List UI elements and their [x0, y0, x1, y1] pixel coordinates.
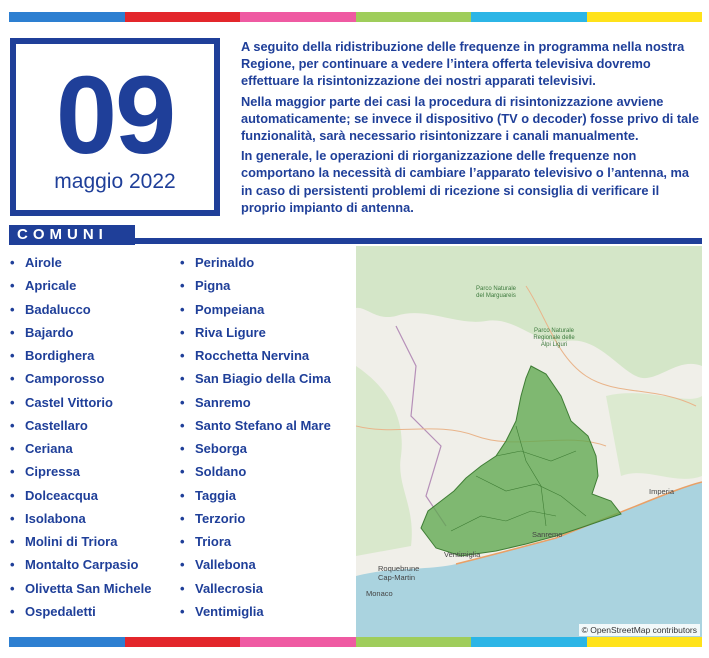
color-stripe-top [9, 12, 702, 22]
bullet-icon: • [180, 371, 185, 387]
comune-item [180, 462, 331, 485]
comuni-header [9, 225, 702, 245]
comune-name: Sanremo [195, 394, 251, 410]
bullet-icon: • [180, 534, 185, 549]
bullet-icon: • [180, 417, 185, 433]
comune-item [10, 253, 151, 276]
comune-item [180, 439, 331, 462]
comune-name: Terzorio [195, 510, 246, 526]
comune-item [10, 300, 151, 323]
comune-item [180, 555, 331, 578]
comune-name: Apricale [25, 278, 77, 294]
comune-item [180, 393, 331, 416]
map-label-monaco: Monaco [366, 589, 393, 598]
comune-name: Rocchetta Nervina [195, 348, 310, 363]
bullet-icon: • [10, 603, 15, 619]
comune-name: Perinaldo [195, 255, 255, 270]
comune-name: Olivetta San Michele [25, 580, 152, 596]
comune-item [180, 486, 331, 509]
comune-item [180, 369, 331, 392]
map-label-sanremo: Sanremo [532, 530, 563, 539]
date-month-year: maggio 2022 [54, 170, 176, 193]
stripe-segment [9, 12, 125, 22]
intro-paragraph: A seguito della ridistribuzione delle frequenze in programma nella nostra Regione, per continuare a vedere l’intera offerta televisiva dovremo effettuare la risintonizzazione dei nostri apparati televisivi. [241, 39, 685, 89]
bullet-icon: • [180, 557, 185, 573]
bullet-icon: • [10, 301, 15, 317]
bullet-icon: • [10, 441, 15, 456]
bullet-icon: • [180, 348, 185, 363]
stripe-segment [471, 637, 587, 647]
comune-name: Isolabona [25, 510, 86, 526]
map-label-parco-alpi-liguri: Parco Naturale Regionale delle Alpi Liguri [533, 328, 575, 348]
comune-item [180, 276, 331, 299]
map-label-parco-marguareis: Parco Naturale del Marguareis [475, 286, 517, 299]
comune-item [10, 369, 151, 392]
header-rule [127, 238, 702, 244]
bullet-icon: • [10, 487, 15, 503]
bullet-icon: • [10, 510, 15, 526]
stripe-segment [587, 12, 703, 22]
color-stripe-bottom [9, 637, 702, 647]
bullet-icon: • [10, 324, 15, 340]
comune-name: Bordighera [25, 348, 95, 363]
bullet-icon: • [180, 464, 185, 480]
bullet-icon: • [180, 441, 185, 456]
comune-item [180, 253, 331, 276]
comune-item [10, 439, 151, 462]
comune-item [10, 509, 151, 532]
comune-name: Airole [25, 255, 62, 270]
bullet-icon: • [180, 487, 185, 503]
comune-name: Camporosso [25, 371, 105, 387]
comune-item [180, 346, 331, 369]
stripe-segment [356, 12, 472, 22]
comune-name: Seborga [195, 441, 248, 456]
stripe-segment [240, 637, 356, 647]
comune-name: San Biagio della Cima [195, 371, 331, 387]
comune-name: Taggia [195, 487, 236, 503]
date-box [10, 38, 220, 216]
comune-item [10, 462, 151, 485]
comuni-title: COMUNI [9, 225, 135, 245]
bullet-icon: • [180, 510, 185, 526]
date-day: 09 [55, 54, 175, 177]
comune-name: Castel Vittorio [25, 394, 113, 410]
comune-name: Pompeiana [195, 301, 265, 317]
comune-item [10, 555, 151, 578]
intro-paragraph: In generale, le operazioni di riorganizzazione delle frequenze non comportano la necessità di cambiare l’apparato televisivo o l’antenna, ma in caso di persistenti problemi di ricezione si consiglia di verificare il proprio impianto di antenna. [241, 148, 690, 215]
comune-item [10, 416, 151, 439]
comune-name: Molini di Triora [25, 534, 118, 549]
comune-item [10, 532, 151, 555]
comune-name: Riva Ligure [195, 324, 266, 340]
stripe-segment [125, 637, 241, 647]
comune-item [180, 509, 331, 532]
comune-name: Montalto Carpasio [25, 557, 139, 573]
stripe-segment [9, 637, 125, 647]
bullet-icon: • [10, 557, 15, 573]
comune-name: Dolceacqua [25, 487, 98, 503]
comune-name: Ventimiglia [195, 603, 264, 619]
comune-item [10, 393, 151, 416]
intro-text [241, 38, 703, 219]
map-label-ventimiglia: Ventimiglia [444, 550, 481, 559]
stripe-segment [356, 637, 472, 647]
comune-name: Vallebona [195, 557, 256, 573]
map[interactable] [356, 246, 702, 637]
comune-name: Cipressa [25, 464, 80, 480]
comune-name: Badalucco [25, 301, 91, 317]
map-label-imperia: Imperia [649, 487, 675, 496]
bullet-icon: • [10, 371, 15, 387]
comune-name: Santo Stefano al Mare [195, 417, 331, 433]
comune-name: Soldano [195, 464, 247, 480]
stripe-segment [587, 637, 703, 647]
bullet-icon: • [180, 324, 185, 340]
comune-item [10, 602, 151, 625]
bullet-icon: • [10, 394, 15, 410]
comune-name: Vallecrosia [195, 580, 263, 596]
comune-name: Triora [195, 534, 232, 549]
comuni-list-column-1 [10, 253, 151, 625]
intro-paragraph: Nella maggior parte dei casi la procedura di risintonizzazione avviene automaticamente; se invece il dispositivo (TV o decoder) fosse privo di tale funzionalità, sarà necessario risintonizzare i canali manualmente. [241, 93, 699, 144]
comune-item [180, 602, 331, 625]
bullet-icon: • [10, 580, 15, 596]
bullet-icon: • [10, 464, 15, 480]
comune-item [180, 323, 331, 346]
bullet-icon: • [10, 348, 15, 363]
comune-item [10, 276, 151, 299]
comune-name: Castellaro [25, 417, 88, 433]
map-label-roquebrune: Roquebrune Cap-Martin [378, 564, 420, 582]
comune-name: Ceriana [25, 441, 73, 456]
bullet-icon: • [10, 534, 15, 549]
bullet-icon: • [10, 417, 15, 433]
comune-item [10, 323, 151, 346]
comune-name: Pigna [195, 278, 231, 294]
map-attribution[interactable]: © OpenStreetMap contributors [579, 624, 700, 636]
comune-item [180, 416, 331, 439]
comune-name: Ospedaletti [25, 603, 96, 619]
bullet-icon: • [180, 278, 185, 294]
comune-item [10, 486, 151, 509]
comune-name: Bajardo [25, 324, 74, 340]
bullet-icon: • [180, 301, 185, 317]
bullet-icon: • [180, 580, 185, 596]
comune-item [180, 532, 331, 555]
comune-item [180, 579, 331, 602]
bullet-icon: • [10, 255, 15, 270]
bullet-icon: • [180, 394, 185, 410]
comune-item [10, 579, 151, 602]
bullet-icon: • [180, 255, 185, 270]
comune-item [10, 346, 151, 369]
comuni-list-column-2 [180, 253, 331, 625]
bullet-icon: • [10, 278, 15, 294]
comune-item [180, 300, 331, 323]
bullet-icon: • [180, 603, 185, 619]
stripe-segment [471, 12, 587, 22]
stripe-segment [240, 12, 356, 22]
stripe-segment [125, 12, 241, 22]
